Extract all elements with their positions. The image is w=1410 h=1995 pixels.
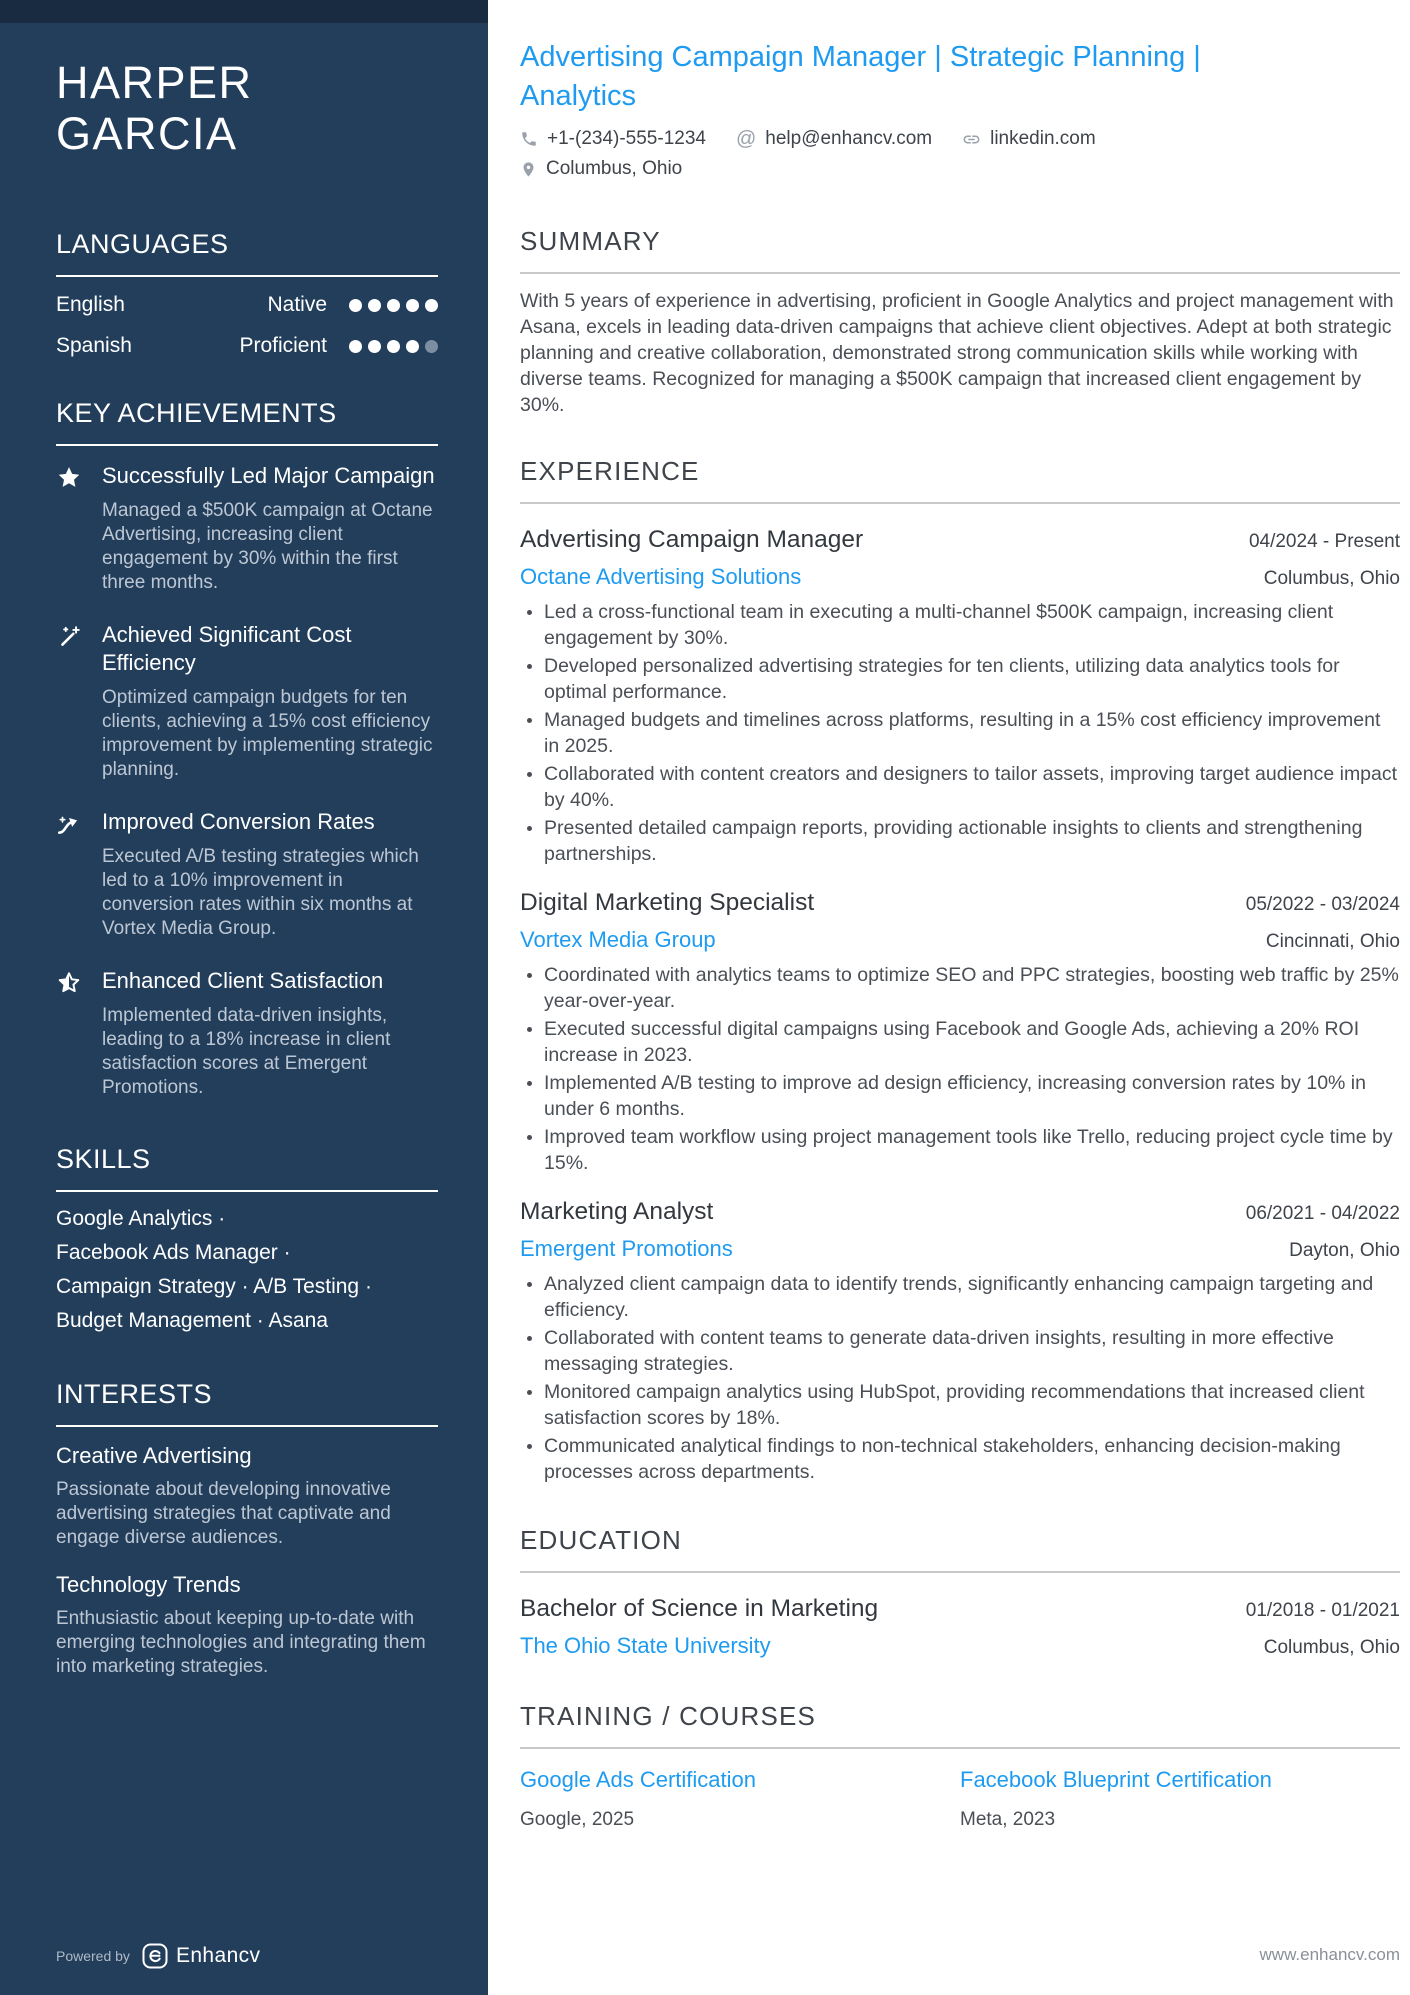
education-header-row bbox=[520, 1595, 1400, 1623]
powered-by-label: Powered by bbox=[56, 1948, 130, 1964]
skill-line: Google Analytics · bbox=[56, 1207, 226, 1230]
skills-section bbox=[56, 1144, 438, 1331]
job-company-row bbox=[520, 1226, 1400, 1262]
education-dates: 01/2018 - 01/2021 bbox=[1245, 1600, 1400, 1621]
skill-line: Budget Management · Asana bbox=[56, 1309, 329, 1332]
candidate-first-name: HARPER bbox=[56, 57, 253, 108]
interests-heading: INTERESTS bbox=[56, 1379, 438, 1427]
main-column bbox=[488, 0, 1410, 1995]
achievement-item bbox=[56, 462, 438, 595]
sidebar bbox=[0, 0, 488, 1995]
job-header-row bbox=[520, 889, 1400, 917]
job-bullet: • Implemented A/B testing to improve ad design efficiency, increasing conversion rates by 10% in under 6 months. bbox=[544, 1071, 1400, 1122]
location-pin-icon bbox=[520, 161, 537, 178]
experience-entry bbox=[520, 889, 1400, 1176]
skill-line: Facebook Ads Manager · bbox=[56, 1241, 291, 1264]
training-columns bbox=[520, 1767, 1400, 1831]
experience-heading: EXPERIENCE bbox=[520, 456, 1400, 504]
certification-org: Meta, 2023 bbox=[960, 1809, 1056, 1830]
achievement-body bbox=[102, 808, 438, 941]
job-bullets bbox=[520, 963, 1400, 1176]
achievement-title: Successfully Led Major Campaign bbox=[102, 463, 435, 488]
education-section bbox=[520, 1525, 1400, 1659]
achievement-description: Implemented data-driven insights, leading to a 18% increase in client satisfaction scores at Emergent Promotions. bbox=[102, 1005, 391, 1098]
phone-number: +1-(234)-555-1234 bbox=[547, 128, 706, 149]
skill-line: Campaign Strategy · A/B Testing · bbox=[56, 1275, 372, 1298]
job-dates: 04/2024 - Present bbox=[1248, 531, 1400, 552]
experience-entry bbox=[520, 1198, 1400, 1485]
interest-title: Technology Trends bbox=[56, 1572, 241, 1597]
link-contact[interactable] bbox=[962, 128, 1096, 150]
skills-heading: SKILLS bbox=[56, 1144, 438, 1192]
contact-row bbox=[520, 128, 1400, 150]
job-bullet: • Coordinated with analytics teams to optimize SEO and PPC strategies, boosting web traffic by 25% year-over-year. bbox=[544, 963, 1400, 1014]
language-level: Proficient bbox=[239, 334, 327, 357]
job-title: Advertising Campaign Manager bbox=[520, 526, 864, 553]
phone-contact[interactable] bbox=[520, 128, 706, 150]
link-url: linkedin.com bbox=[990, 128, 1096, 149]
job-header-row bbox=[520, 526, 1400, 554]
company-name: Vortex Media Group bbox=[520, 927, 716, 952]
at-icon: @ bbox=[735, 128, 757, 150]
achievement-title: Achieved Significant Cost Efficiency bbox=[102, 622, 352, 675]
trending-arrow-icon bbox=[56, 808, 84, 941]
job-company-row bbox=[520, 917, 1400, 953]
training-entry bbox=[520, 1767, 960, 1831]
job-bullet: • Led a cross-functional team in executing a multi-channel $500K campaign, increasing client engagement by 30%. bbox=[544, 600, 1400, 651]
job-bullets bbox=[520, 1272, 1400, 1485]
job-dates: 05/2022 - 03/2024 bbox=[1245, 894, 1400, 915]
top-accent-strip bbox=[0, 0, 488, 23]
interests-section bbox=[56, 1379, 438, 1679]
certification-name: Facebook Blueprint Certification bbox=[960, 1767, 1272, 1792]
achievement-description: Optimized campaign budgets for ten clients, achieving a 15% cost efficiency improvement by implementing strategic planning. bbox=[102, 687, 433, 780]
contact-row bbox=[520, 158, 1400, 180]
powered-by-footer bbox=[56, 1943, 260, 1969]
education-school-row bbox=[520, 1623, 1400, 1659]
job-location: Cincinnati, Ohio bbox=[1265, 931, 1400, 952]
achievement-body bbox=[102, 967, 438, 1100]
interest-item bbox=[56, 1572, 438, 1679]
phone-icon bbox=[520, 130, 538, 148]
company-name: Emergent Promotions bbox=[520, 1236, 733, 1261]
achievement-title: Improved Conversion Rates bbox=[102, 809, 375, 834]
experience-entry bbox=[520, 526, 1400, 867]
location-contact bbox=[520, 158, 682, 180]
language-level: Native bbox=[267, 293, 327, 316]
key-achievements-section bbox=[56, 398, 438, 1100]
achievement-body bbox=[102, 462, 438, 595]
summary-heading: SUMMARY bbox=[520, 226, 1400, 274]
job-bullet: • Communicated analytical findings to non-technical stakeholders, enhancing decision-making processes across departments. bbox=[544, 1434, 1400, 1485]
location-text: Columbus, Ohio bbox=[546, 158, 683, 179]
email-contact[interactable] bbox=[736, 128, 932, 150]
training-entry bbox=[960, 1767, 1400, 1831]
school-name: The Ohio State University bbox=[520, 1633, 771, 1658]
candidate-last-name: GARCIA bbox=[56, 108, 238, 159]
achievement-item bbox=[56, 808, 438, 941]
job-bullet: • Collaborated with content teams to generate data-driven insights, resulting in more effective messaging strategies. bbox=[544, 1326, 1400, 1377]
job-title: Marketing Analyst bbox=[520, 1198, 714, 1225]
achievement-body bbox=[102, 621, 438, 782]
training-section bbox=[520, 1701, 1400, 1831]
job-location: Columbus, Ohio bbox=[1263, 568, 1400, 589]
languages-heading: LANGUAGES bbox=[56, 229, 438, 277]
company-name: Octane Advertising Solutions bbox=[520, 564, 802, 589]
interest-description: Enthusiastic about keeping up-to-date with emerging technologies and integrating them into marketing strategies. bbox=[56, 1608, 426, 1677]
job-dates: 06/2021 - 04/2022 bbox=[1245, 1203, 1400, 1224]
candidate-name bbox=[56, 57, 438, 159]
achievement-description: Executed A/B testing strategies which led to a 10% improvement in conversion rates within six months at Vortex Media Group. bbox=[102, 846, 419, 939]
wand-icon bbox=[56, 621, 84, 782]
job-bullet: • Improved team workflow using project management tools like Trello, reducing project cycle time by 15%. bbox=[544, 1125, 1400, 1176]
education-location: Columbus, Ohio bbox=[1263, 1637, 1400, 1658]
education-heading: EDUCATION bbox=[520, 1525, 1400, 1573]
language-row bbox=[56, 334, 438, 358]
job-header-row bbox=[520, 1198, 1400, 1226]
job-title: Digital Marketing Specialist bbox=[520, 889, 815, 916]
language-name: Spanish bbox=[56, 334, 132, 357]
achievement-item bbox=[56, 967, 438, 1100]
enhancv-logo-icon[interactable] bbox=[142, 1943, 168, 1969]
achievement-item bbox=[56, 621, 438, 782]
link-icon bbox=[962, 130, 981, 149]
contact-info bbox=[520, 128, 1400, 180]
job-bullets bbox=[520, 600, 1400, 867]
star-half-icon bbox=[56, 967, 84, 1100]
achievement-description: Managed a $500K campaign at Octane Advertising, increasing client engagement by 30% within the first three months. bbox=[102, 500, 433, 593]
language-row bbox=[56, 293, 438, 317]
interest-title: Creative Advertising bbox=[56, 1443, 252, 1468]
language-name: English bbox=[56, 293, 125, 316]
job-bullet: • Analyzed client campaign data to identify trends, significantly enhancing campaign targeting and efficiency. bbox=[544, 1272, 1400, 1323]
enhancv-website-link[interactable]: www.enhancv.com bbox=[1259, 1945, 1400, 1964]
star-icon bbox=[56, 462, 84, 595]
interest-description: Passionate about developing innovative advertising strategies that captivate and engage diverse audiences. bbox=[56, 1479, 391, 1548]
email-address: help@enhancv.com bbox=[765, 128, 933, 149]
job-bullet: • Executed successful digital campaigns using Facebook and Google Ads, achieving a 20% ROI increase in 2023. bbox=[544, 1017, 1400, 1068]
job-company-row bbox=[520, 554, 1400, 590]
achievement-title: Enhanced Client Satisfaction bbox=[102, 968, 384, 993]
certification-org: Google, 2025 bbox=[520, 1809, 635, 1830]
job-bullet: • Monitored campaign analytics using HubSpot, providing recommendations that increased client satisfaction scores by 18%. bbox=[544, 1380, 1400, 1431]
job-bullet: • Managed budgets and timelines across platforms, resulting in a 15% cost efficiency improvement in 2025. bbox=[544, 708, 1400, 759]
training-heading: TRAINING / COURSES bbox=[520, 1701, 1400, 1749]
job-bullet: • Collaborated with content creators and designers to tailor assets, improving target audience impact by 40%. bbox=[544, 762, 1400, 813]
certification-name: Google Ads Certification bbox=[520, 1767, 757, 1792]
summary-text: With 5 years of experience in advertising, proficient in Google Analytics and project management with Asana, excels in leading data-driven campaigns that achieve client objectives. Adept at both strategic planning and creative collaboration, demonstrated strong communication skills while working with diverse teams. Recognized for managing a $500K campaign that increased client engagement by 30%. bbox=[520, 290, 1394, 416]
job-bullet: • Presented detailed campaign reports, providing actionable insights to clients and strengthening partnerships. bbox=[544, 816, 1400, 867]
language-proficiency-dots bbox=[343, 340, 438, 353]
experience-section bbox=[520, 456, 1400, 1485]
key-achievements-heading: KEY ACHIEVEMENTS bbox=[56, 398, 438, 446]
languages-section bbox=[56, 229, 438, 358]
enhancv-brand-name[interactable]: Enhancv bbox=[175, 1944, 261, 1967]
interest-item bbox=[56, 1443, 438, 1550]
job-location: Dayton, Ohio bbox=[1289, 1240, 1400, 1261]
job-bullet: • Developed personalized advertising strategies for ten clients, utilizing data analytics tools for optimal performance. bbox=[544, 654, 1400, 705]
summary-section bbox=[520, 226, 1400, 418]
language-proficiency-dots bbox=[343, 299, 438, 312]
education-entry bbox=[520, 1595, 1400, 1659]
resume-headline: Advertising Campaign Manager | Strategic Planning | Analytics bbox=[520, 41, 1201, 112]
degree-name: Bachelor of Science in Marketing bbox=[520, 1595, 879, 1622]
